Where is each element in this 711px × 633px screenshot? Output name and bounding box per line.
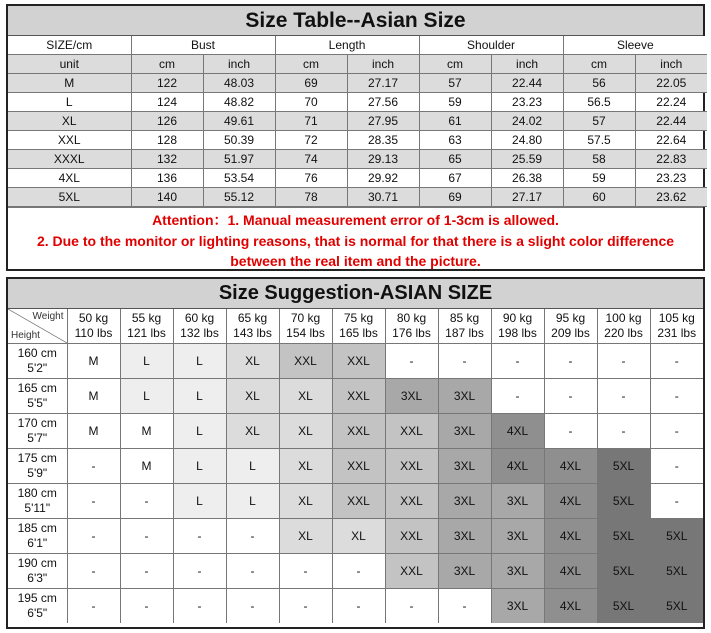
table-row bbox=[8, 150, 707, 169]
size-cell: - bbox=[173, 519, 226, 554]
size-cell: - bbox=[67, 484, 120, 519]
size-cell: L bbox=[120, 379, 173, 414]
measurement-cell: 24.02 bbox=[491, 112, 563, 131]
measurement-cell: 72 bbox=[275, 131, 347, 150]
height-ft: 6'1" bbox=[27, 536, 48, 550]
size-cell: L bbox=[173, 414, 226, 449]
size-cell: L bbox=[226, 449, 279, 484]
size-label: M bbox=[8, 74, 131, 93]
size-label: XXXL bbox=[8, 150, 131, 169]
size-suggestion-grid bbox=[8, 309, 703, 623]
size-cell: 3XL bbox=[491, 519, 544, 554]
measurement-cell: 60 bbox=[563, 188, 635, 207]
weight-lbs: 143 lbs bbox=[233, 326, 272, 340]
weight-header bbox=[173, 309, 226, 344]
size-cell: 5XL bbox=[650, 554, 703, 589]
weight-lbs: 110 lbs bbox=[74, 326, 113, 340]
size-cell: L bbox=[173, 484, 226, 519]
weight-lbs: 132 lbs bbox=[180, 326, 219, 340]
size-suggestion-table bbox=[6, 277, 705, 629]
measurement-cell: 22.64 bbox=[635, 131, 707, 150]
size-label: L bbox=[8, 93, 131, 112]
size-cell: - bbox=[173, 589, 226, 624]
size-cell: XL bbox=[279, 519, 332, 554]
weight-header bbox=[650, 309, 703, 344]
measurement-cell: 25.59 bbox=[491, 150, 563, 169]
height-cm: 165 cm bbox=[17, 381, 57, 395]
size-cell: - bbox=[650, 414, 703, 449]
size-cell: - bbox=[120, 554, 173, 589]
size-cell: 4XL bbox=[491, 414, 544, 449]
measurement-cell: 27.56 bbox=[347, 93, 419, 112]
size-cell: M bbox=[67, 414, 120, 449]
size-cell: - bbox=[491, 379, 544, 414]
measurement-cell: 74 bbox=[275, 150, 347, 169]
attention-note bbox=[8, 207, 703, 272]
measurement-cell: 59 bbox=[563, 169, 635, 188]
measurement-cell: 50.39 bbox=[203, 131, 275, 150]
size-cell: XL bbox=[226, 344, 279, 379]
size-cell: 4XL bbox=[544, 449, 597, 484]
height-cm: 180 cm bbox=[17, 486, 57, 500]
measurement-cell: 48.03 bbox=[203, 74, 275, 93]
weight-kg: 95 kg bbox=[555, 311, 586, 325]
size-cell: XXL bbox=[332, 449, 385, 484]
weight-header bbox=[491, 309, 544, 344]
size-table-grid bbox=[8, 36, 707, 207]
size-cell: - bbox=[438, 589, 491, 624]
measurement-cell: 30.71 bbox=[347, 188, 419, 207]
size-cell: 3XL bbox=[385, 379, 438, 414]
height-cm: 195 cm bbox=[17, 591, 57, 605]
height-cm: 190 cm bbox=[17, 556, 57, 570]
height-ft: 5'5" bbox=[27, 396, 48, 410]
weight-kg: 85 kg bbox=[449, 311, 480, 325]
measurement-cell: 58 bbox=[563, 150, 635, 169]
weight-kg: 60 kg bbox=[184, 311, 215, 325]
corner-weight-label: Weight bbox=[32, 311, 64, 322]
measurement-cell: 29.92 bbox=[347, 169, 419, 188]
size-table-title: Size Table--Asian Size bbox=[8, 6, 703, 36]
size-cell: XL bbox=[279, 379, 332, 414]
measurement-cell: 57.5 bbox=[563, 131, 635, 150]
size-label: XXL bbox=[8, 131, 131, 150]
measurement-cell: 24.80 bbox=[491, 131, 563, 150]
size-cell: XL bbox=[279, 449, 332, 484]
size-cell: - bbox=[650, 449, 703, 484]
size-cell: XL bbox=[332, 519, 385, 554]
height-header bbox=[8, 554, 67, 589]
weight-lbs: 231 lbs bbox=[657, 326, 697, 340]
size-cell: L bbox=[173, 379, 226, 414]
table-row bbox=[8, 414, 703, 449]
weight-lbs: 198 lbs bbox=[498, 326, 537, 340]
size-cell: 4XL bbox=[491, 449, 544, 484]
size-cell: 5XL bbox=[597, 449, 650, 484]
measurement-cell: 57 bbox=[419, 74, 491, 93]
size-cell: - bbox=[491, 344, 544, 379]
size-cell: - bbox=[279, 589, 332, 624]
measurement-cell: 78 bbox=[275, 188, 347, 207]
weight-lbs: 209 lbs bbox=[551, 326, 590, 340]
measurement-cell: 55.12 bbox=[203, 188, 275, 207]
size-cell: - bbox=[438, 344, 491, 379]
size-cell: 4XL bbox=[544, 519, 597, 554]
size-column-header: SIZE/cm bbox=[8, 36, 131, 55]
weight-header bbox=[67, 309, 120, 344]
size-cell: 3XL bbox=[491, 554, 544, 589]
size-cell: - bbox=[385, 344, 438, 379]
measurement-cell: 132 bbox=[131, 150, 203, 169]
size-cell: 5XL bbox=[597, 484, 650, 519]
height-cm: 175 cm bbox=[17, 451, 57, 465]
size-cell: L bbox=[120, 344, 173, 379]
measurement-cell: 28.35 bbox=[347, 131, 419, 150]
measurement-header: Bust bbox=[131, 36, 275, 55]
measurement-header: Shoulder bbox=[419, 36, 563, 55]
height-cm: 170 cm bbox=[17, 416, 57, 430]
measurement-cell: 70 bbox=[275, 93, 347, 112]
size-cell: 3XL bbox=[438, 554, 491, 589]
height-header bbox=[8, 519, 67, 554]
size-cell: 3XL bbox=[491, 589, 544, 624]
size-cell: 3XL bbox=[438, 379, 491, 414]
height-ft: 5'2" bbox=[27, 361, 48, 375]
weight-header bbox=[226, 309, 279, 344]
size-label: 5XL bbox=[8, 188, 131, 207]
measurement-cell: 22.83 bbox=[635, 150, 707, 169]
measurement-cell: 27.95 bbox=[347, 112, 419, 131]
size-cell: XXL bbox=[385, 519, 438, 554]
table-row bbox=[8, 74, 707, 93]
size-cell: 4XL bbox=[544, 484, 597, 519]
unit-cell: cm bbox=[419, 55, 491, 74]
measurement-cell: 136 bbox=[131, 169, 203, 188]
weight-kg: 55 kg bbox=[131, 311, 162, 325]
size-cell: 5XL bbox=[597, 519, 650, 554]
weight-header-row bbox=[8, 309, 703, 344]
size-cell: - bbox=[226, 554, 279, 589]
size-cell: XXL bbox=[385, 484, 438, 519]
size-cell: - bbox=[544, 414, 597, 449]
height-header bbox=[8, 449, 67, 484]
size-label: XL bbox=[8, 112, 131, 131]
measurement-cell: 27.17 bbox=[347, 74, 419, 93]
size-cell: M bbox=[67, 344, 120, 379]
size-cell: - bbox=[650, 484, 703, 519]
measurement-cell: 71 bbox=[275, 112, 347, 131]
size-cell: - bbox=[597, 379, 650, 414]
weight-lbs: 187 lbs bbox=[445, 326, 484, 340]
size-cell: L bbox=[173, 344, 226, 379]
measurement-cell: 63 bbox=[419, 131, 491, 150]
size-table-header-row bbox=[8, 36, 707, 55]
weight-header bbox=[597, 309, 650, 344]
weight-lbs: 165 lbs bbox=[339, 326, 378, 340]
weight-header bbox=[279, 309, 332, 344]
size-cell: XL bbox=[279, 414, 332, 449]
size-cell: - bbox=[332, 589, 385, 624]
measurement-cell: 22.24 bbox=[635, 93, 707, 112]
weight-kg: 105 kg bbox=[658, 311, 695, 325]
height-header bbox=[8, 414, 67, 449]
size-cell: M bbox=[120, 414, 173, 449]
height-ft: 5'9" bbox=[27, 466, 48, 480]
size-cell: XXL bbox=[279, 344, 332, 379]
size-cell: - bbox=[226, 589, 279, 624]
attention-line-1: Attention：1. Manual measurement error of 1-3cm is allowed. bbox=[152, 212, 559, 228]
measurement-cell: 26.38 bbox=[491, 169, 563, 188]
height-ft: 5'7" bbox=[27, 431, 48, 445]
measurement-cell: 128 bbox=[131, 131, 203, 150]
weight-kg: 90 kg bbox=[502, 311, 533, 325]
measurement-cell: 53.54 bbox=[203, 169, 275, 188]
weight-kg: 70 kg bbox=[290, 311, 321, 325]
table-row bbox=[8, 484, 703, 519]
size-cell: - bbox=[279, 554, 332, 589]
table-row bbox=[8, 131, 707, 150]
weight-header bbox=[544, 309, 597, 344]
measurement-cell: 57 bbox=[563, 112, 635, 131]
height-header bbox=[8, 344, 67, 379]
weight-header bbox=[385, 309, 438, 344]
table-row bbox=[8, 188, 707, 207]
table-row bbox=[8, 379, 703, 414]
measurement-cell: 122 bbox=[131, 74, 203, 93]
height-cm: 160 cm bbox=[17, 346, 57, 360]
measurement-cell: 23.23 bbox=[491, 93, 563, 112]
unit-cell: inch bbox=[347, 55, 419, 74]
size-cell: XXL bbox=[385, 449, 438, 484]
unit-cell: unit bbox=[8, 55, 131, 74]
measurement-cell: 126 bbox=[131, 112, 203, 131]
measurement-cell: 51.97 bbox=[203, 150, 275, 169]
size-cell: 3XL bbox=[438, 484, 491, 519]
size-cell: - bbox=[120, 589, 173, 624]
weight-kg: 75 kg bbox=[343, 311, 374, 325]
size-cell: - bbox=[120, 484, 173, 519]
unit-cell: inch bbox=[203, 55, 275, 74]
size-cell: - bbox=[650, 379, 703, 414]
size-cell: M bbox=[120, 449, 173, 484]
measurement-cell: 61 bbox=[419, 112, 491, 131]
size-cell: - bbox=[597, 344, 650, 379]
size-cell: XXL bbox=[332, 414, 385, 449]
table-row bbox=[8, 169, 707, 188]
size-cell: 3XL bbox=[491, 484, 544, 519]
weight-lbs: 176 lbs bbox=[392, 326, 431, 340]
measurement-cell: 65 bbox=[419, 150, 491, 169]
size-cell: - bbox=[650, 344, 703, 379]
size-cell: - bbox=[173, 554, 226, 589]
size-cell: XXL bbox=[332, 379, 385, 414]
height-header bbox=[8, 589, 67, 624]
size-cell: 3XL bbox=[438, 414, 491, 449]
size-label: 4XL bbox=[8, 169, 131, 188]
size-cell: XXL bbox=[385, 554, 438, 589]
measurement-cell: 56.5 bbox=[563, 93, 635, 112]
table-row bbox=[8, 589, 703, 624]
height-header bbox=[8, 484, 67, 519]
height-ft: 6'3" bbox=[27, 571, 48, 585]
measurement-cell: 22.44 bbox=[491, 74, 563, 93]
table-row bbox=[8, 554, 703, 589]
weight-lbs: 121 lbs bbox=[127, 326, 166, 340]
weight-kg: 50 kg bbox=[78, 311, 109, 325]
size-cell: 5XL bbox=[597, 589, 650, 624]
table-row bbox=[8, 112, 707, 131]
measurement-header: Sleeve bbox=[563, 36, 707, 55]
measurement-cell: 76 bbox=[275, 169, 347, 188]
measurement-cell: 29.13 bbox=[347, 150, 419, 169]
table-row bbox=[8, 519, 703, 554]
size-cell: 4XL bbox=[544, 554, 597, 589]
weight-lbs: 220 lbs bbox=[604, 326, 643, 340]
measurement-cell: 67 bbox=[419, 169, 491, 188]
weight-kg: 65 kg bbox=[237, 311, 268, 325]
measurement-cell: 124 bbox=[131, 93, 203, 112]
measurement-header: Length bbox=[275, 36, 419, 55]
size-table-unit-row bbox=[8, 55, 707, 74]
measurement-cell: 23.62 bbox=[635, 188, 707, 207]
weight-kg: 100 kg bbox=[605, 311, 642, 325]
attention-line-3: between the real item and the picture. bbox=[230, 253, 481, 269]
size-cell: L bbox=[226, 484, 279, 519]
measurement-cell: 23.23 bbox=[635, 169, 707, 188]
size-cell: - bbox=[67, 449, 120, 484]
size-cell: - bbox=[67, 554, 120, 589]
measurement-cell: 22.05 bbox=[635, 74, 707, 93]
size-cell: 3XL bbox=[438, 449, 491, 484]
measurement-cell: 49.61 bbox=[203, 112, 275, 131]
measurement-cell: 59 bbox=[419, 93, 491, 112]
size-cell: 5XL bbox=[650, 519, 703, 554]
size-cell: - bbox=[385, 589, 438, 624]
height-ft: 5'11" bbox=[24, 501, 51, 515]
size-cell: XL bbox=[226, 414, 279, 449]
unit-cell: cm bbox=[131, 55, 203, 74]
table-row bbox=[8, 344, 703, 379]
size-cell: XXL bbox=[385, 414, 438, 449]
size-cell: - bbox=[544, 344, 597, 379]
weight-lbs: 154 lbs bbox=[286, 326, 325, 340]
size-cell: - bbox=[544, 379, 597, 414]
size-cell: XL bbox=[226, 379, 279, 414]
size-cell: 5XL bbox=[597, 554, 650, 589]
corner-height-label: Height bbox=[11, 330, 40, 341]
size-cell: - bbox=[120, 519, 173, 554]
size-cell: - bbox=[67, 589, 120, 624]
measurement-cell: 27.17 bbox=[491, 188, 563, 207]
height-cm: 185 cm bbox=[17, 521, 57, 535]
size-cell: - bbox=[67, 519, 120, 554]
size-cell: M bbox=[67, 379, 120, 414]
size-suggestion-title: Size Suggestion-ASIAN SIZE bbox=[8, 279, 703, 309]
size-cell: XL bbox=[279, 484, 332, 519]
size-cell: 4XL bbox=[544, 589, 597, 624]
height-header bbox=[8, 379, 67, 414]
weight-kg: 80 kg bbox=[396, 311, 427, 325]
size-cell: 3XL bbox=[438, 519, 491, 554]
measurement-cell: 22.44 bbox=[635, 112, 707, 131]
size-cell: - bbox=[597, 414, 650, 449]
size-table bbox=[6, 4, 705, 271]
size-cell: L bbox=[173, 449, 226, 484]
size-cell: XXL bbox=[332, 484, 385, 519]
corner-header bbox=[8, 309, 67, 344]
size-cell: 5XL bbox=[650, 589, 703, 624]
weight-header bbox=[120, 309, 173, 344]
table-row bbox=[8, 449, 703, 484]
table-row bbox=[8, 93, 707, 112]
unit-cell: cm bbox=[563, 55, 635, 74]
measurement-cell: 69 bbox=[419, 188, 491, 207]
size-cell: - bbox=[332, 554, 385, 589]
measurement-cell: 48.82 bbox=[203, 93, 275, 112]
unit-cell: inch bbox=[491, 55, 563, 74]
measurement-cell: 69 bbox=[275, 74, 347, 93]
weight-header bbox=[332, 309, 385, 344]
unit-cell: cm bbox=[275, 55, 347, 74]
attention-line-2: 2. Due to the monitor or lighting reasons, that is normal for that there is a slight color difference bbox=[36, 232, 675, 249]
size-cell: XXL bbox=[332, 344, 385, 379]
height-ft: 6'5" bbox=[27, 606, 48, 620]
measurement-cell: 140 bbox=[131, 188, 203, 207]
unit-cell: inch bbox=[635, 55, 707, 74]
weight-header bbox=[438, 309, 491, 344]
measurement-cell: 56 bbox=[563, 74, 635, 93]
size-cell: - bbox=[226, 519, 279, 554]
